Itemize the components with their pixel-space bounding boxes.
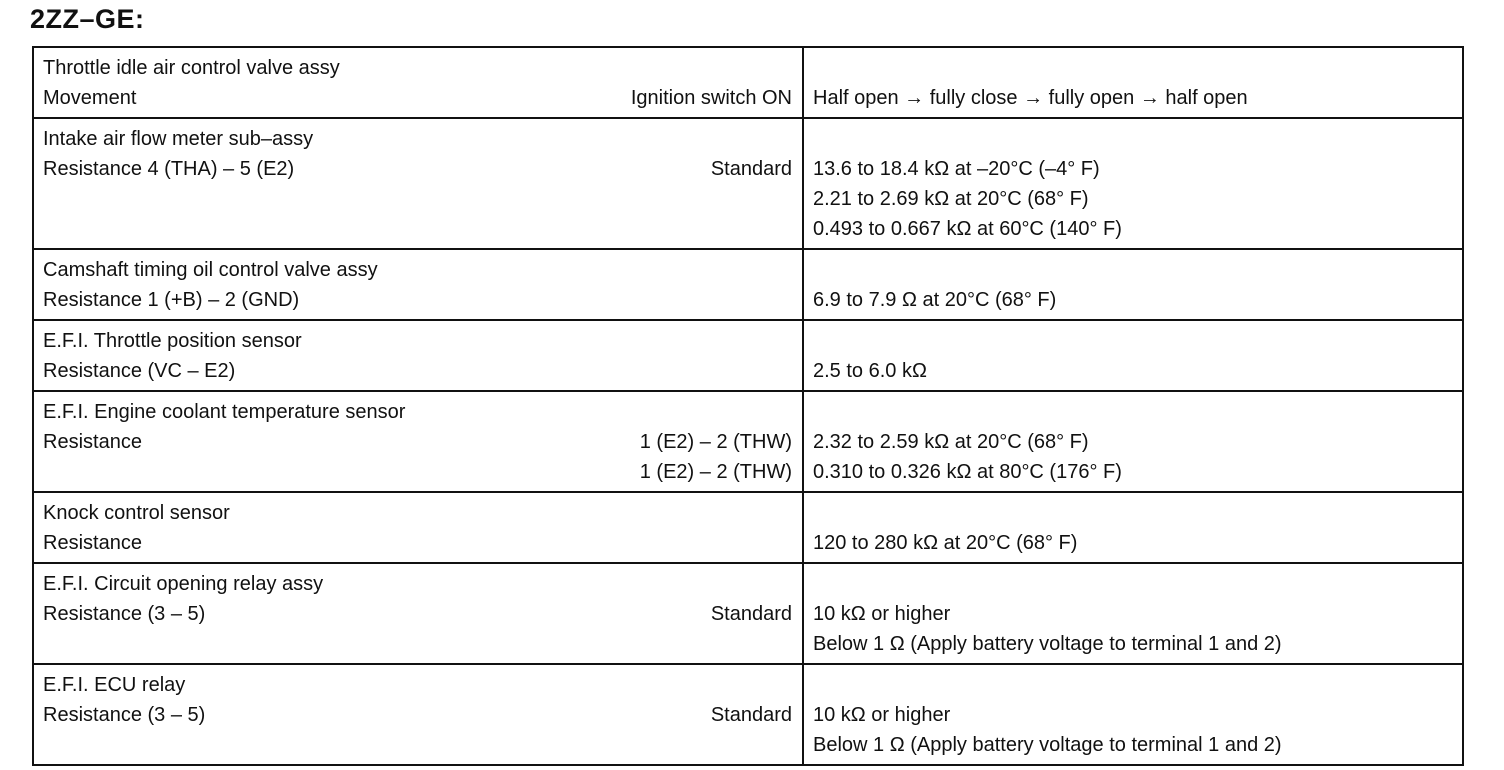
specified-value-cell [803,320,1463,391]
table-row [33,664,1463,765]
test-item: Resistance [43,431,142,453]
test-item: Resistance [43,532,142,554]
specified-value: Below 1 Ω (Apply battery voltage to terminal 1 and 2) [813,633,1282,655]
component-cell [33,47,803,118]
test-item: Resistance 1 (+B) – 2 (GND) [43,289,300,311]
test-item: Resistance (3 – 5) [43,704,206,726]
component-name: E.F.I. ECU relay [43,674,186,696]
test-item: Movement [43,87,137,109]
specified-value: Below 1 Ω (Apply battery voltage to terminal 1 and 2) [813,734,1282,756]
specified-value-cell [803,118,1463,249]
test-condition: Standard [710,158,792,180]
component-name: E.F.I. Circuit opening relay assy [43,573,324,595]
specification-table-body [33,47,1463,765]
specified-value: 13.6 to 18.4 kΩ at –20°C (–4° F) [813,158,1100,180]
component-cell [33,492,803,563]
specification-table [32,46,1464,766]
specified-value-cell [803,492,1463,563]
specified-value: 0.310 to 0.326 kΩ at 80°C (176° F) [813,461,1122,483]
component-cell [33,563,803,664]
test-item: Resistance (VC – E2) [43,360,236,382]
test-condition: 1 (E2) – 2 (THW) [639,431,792,453]
specified-value-cell [803,249,1463,320]
table-row [33,118,1463,249]
component-cell [33,118,803,249]
component-name: Throttle idle air control valve assy [43,57,340,79]
table-row [33,249,1463,320]
component-name: E.F.I. Engine coolant temperature sensor [43,401,406,423]
specified-value-cell [803,563,1463,664]
specified-value: 6.9 to 7.9 Ω at 20°C (68° F) [813,289,1057,311]
specified-value-cell [803,664,1463,765]
specified-value: 10 kΩ or higher [813,603,951,625]
specified-value: 2.21 to 2.69 kΩ at 20°C (68° F) [813,188,1089,210]
table-row [33,320,1463,391]
specified-value-cell [803,47,1463,118]
specified-value: 2.32 to 2.59 kΩ at 20°C (68° F) [813,431,1089,453]
specified-value: 120 to 280 kΩ at 20°C (68° F) [813,532,1078,554]
test-condition: Ignition switch ON [630,87,792,109]
test-item: Resistance (3 – 5) [43,603,206,625]
specified-value: 0.493 to 0.667 kΩ at 60°C (140° F) [813,218,1122,240]
test-condition: Standard [710,603,792,625]
test-item: Resistance 4 (THA) – 5 (E2) [43,158,295,180]
component-cell [33,664,803,765]
table-row [33,563,1463,664]
test-condition: 1 (E2) – 2 (THW) [639,461,792,483]
specified-value-cell [803,391,1463,492]
table-row [33,391,1463,492]
component-cell [33,249,803,320]
specified-value: 2.5 to 6.0 kΩ [813,360,927,382]
component-cell [33,391,803,492]
table-row [33,47,1463,118]
specified-value: Half open → fully close → fully open → half open [813,87,1248,109]
table-row [33,492,1463,563]
specified-value: 10 kΩ or higher [813,704,951,726]
page-title: 2ZZ–GE: [30,4,145,34]
component-cell [33,320,803,391]
component-name: E.F.I. Throttle position sensor [43,330,302,352]
test-condition: Standard [710,704,792,726]
component-name: Intake air flow meter sub–assy [43,128,314,150]
component-name: Camshaft timing oil control valve assy [43,259,378,281]
component-name: Knock control sensor [43,502,230,524]
